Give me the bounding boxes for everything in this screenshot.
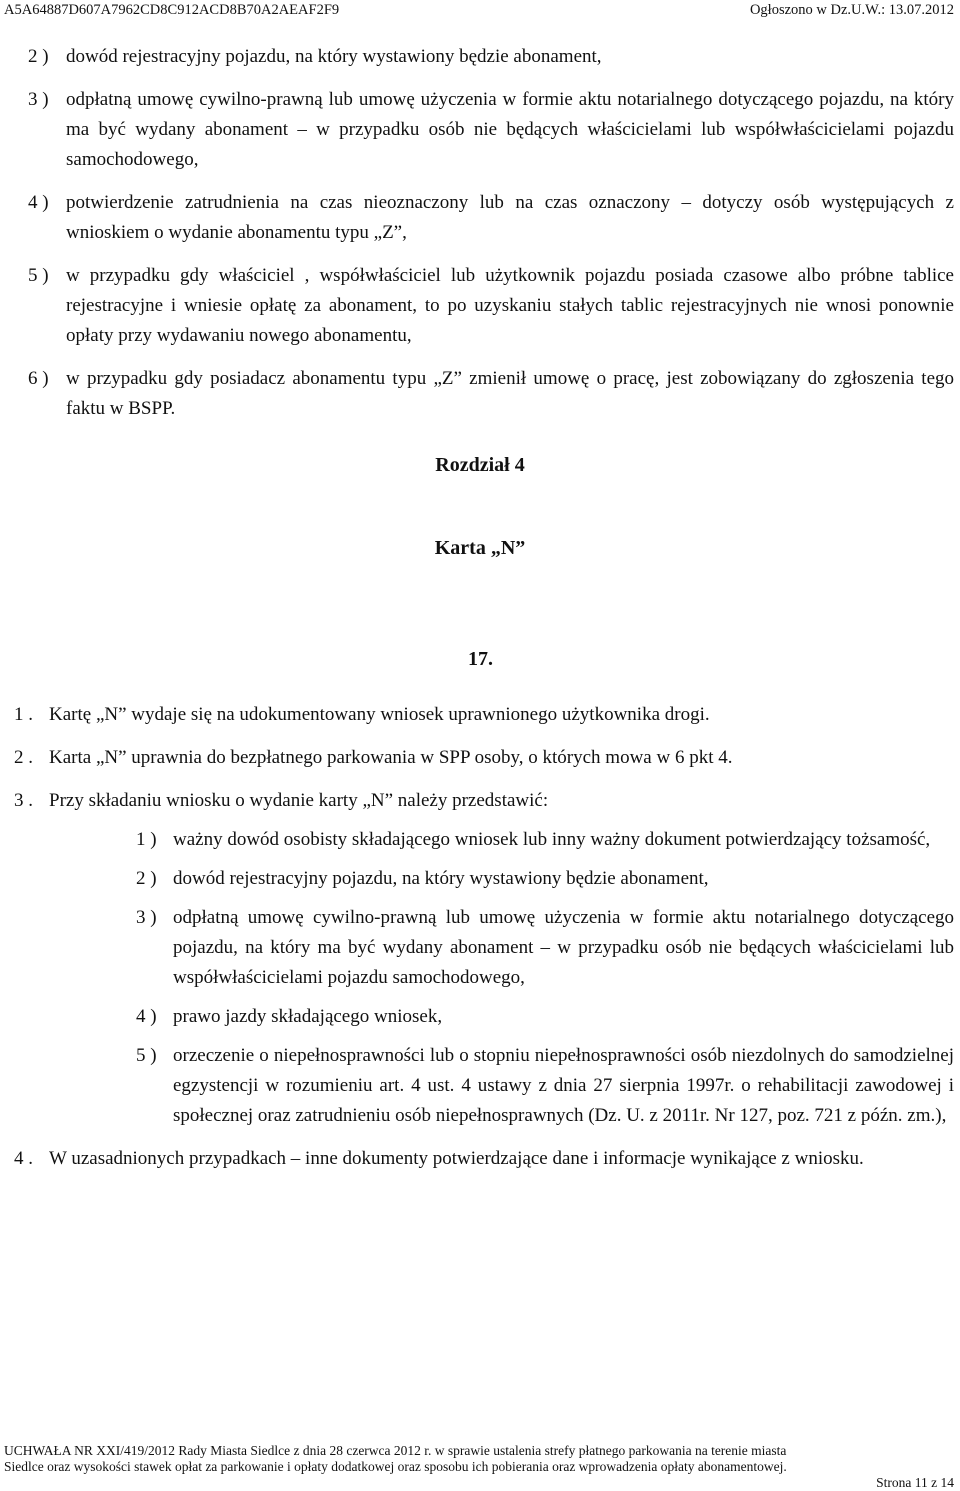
sub-item-number: 2 ) — [136, 868, 157, 889]
item-text: w przypadku gdy właściciel , współwłaściciel lub użytkownik pojazdu posiada czasowe albo próbne tablice rejestracyjne i wniesie opłatę za abonament, to po uzyskaniu stałych tablic rejestracyjnych nie wnosi ponownie opłaty przy wydawaniu nowego abonamentu, — [66, 265, 954, 346]
sub-item-number: 1 ) — [136, 829, 157, 850]
item-text: Przy składaniu wniosku o wydanie karty „N” należy przedstawić: — [49, 790, 549, 811]
footer-line: UCHWAŁA NR XXI/419/2012 Rady Miasta Siedlce z dnia 28 czerwca 2012 r. w sprawie ustalenia strefy płatnego parkowania na terenie miasta — [4, 1443, 787, 1458]
sub-list-item — [136, 1041, 954, 1131]
continued-requirements-list — [28, 42, 954, 437]
footer-line: Siedlce oraz wysokości stawek opłat za parkowanie i opłaty dodatkowej oraz sposobu ich pobierania oraz wprowadzenia opłaty abonamentowej. — [4, 1459, 787, 1474]
item-text: Karta „N” uprawnia do bezpłatnego parkowania w SPP osoby, o których mowa w 6 pkt 4. — [49, 747, 733, 768]
list-item — [28, 188, 954, 248]
page-number: Strona 11 z 14 — [876, 1475, 954, 1490]
list-item — [14, 743, 954, 773]
card-title: Karta „N” — [434, 537, 526, 559]
item-text: w przypadku gdy posiadacz abonamentu typu „Z” zmienił umowę o pracę, jest zobowiązany do zgłoszenia tego faktu w BSPP. — [66, 368, 954, 419]
list-item — [28, 261, 954, 351]
item-number: 6 ) — [28, 368, 49, 389]
sub-item-text: orzeczenie o niepełnosprawności lub o stopniu niepełnosprawności osób niezdolnych do samodzielnej egzystencji w rozumieniu art. 4 ust. 4 ustawy z dnia 27 sierpnia 1997r. o rehabilitacji zawodowej i społecznej oraz zatrudnieniu osób niepełnosprawnych (Dz. U. z 2011r. Nr 127, poz. 721 z późn. zm.), — [173, 1045, 954, 1126]
list-item — [28, 85, 954, 175]
item-text: potwierdzenie zatrudnienia na czas nieoznaczony lub na czas oznaczony – dotyczy osób występujących z wnioskiem o wydanie abonamentu typu „Z”, — [66, 192, 954, 243]
sub-item-text: prawo jazdy składającego wniosek, — [173, 1006, 443, 1027]
sub-item-number: 5 ) — [136, 1045, 157, 1066]
item-number: 5 ) — [28, 265, 49, 286]
sub-item-number: 3 ) — [136, 907, 157, 928]
required-documents-list — [136, 825, 954, 1131]
list-item — [28, 364, 954, 424]
sub-list-item — [136, 825, 954, 855]
sub-item-number: 4 ) — [136, 1006, 157, 1027]
publication-date: Ogłoszono w Dz.U.W.: 13.07.2012 — [749, 2, 954, 18]
item-number: 3 . — [14, 790, 33, 811]
item-text: Kartę „N” wydaje się na udokumentowany wniosek uprawnionego użytkownika drogi. — [49, 704, 710, 725]
item-number: 2 ) — [28, 46, 49, 67]
list-item — [14, 700, 954, 730]
footer-resolution-title — [4, 1443, 956, 1475]
item-number: 1 . — [14, 704, 33, 725]
card-n-rules-list — [14, 700, 954, 1187]
sub-item-text: ważny dowód osobisty składającego wniosek lub inny ważny dokument potwierdzający tożsamość, — [173, 829, 931, 850]
sub-list-item — [136, 864, 954, 894]
item-number: 3 ) — [28, 89, 49, 110]
sub-list-item — [136, 1002, 954, 1032]
chapter-heading: Rozdział 4 — [435, 454, 525, 476]
sub-item-text: dowód rejestracyjny pojazdu, na który wystawiony będzie abonament, — [173, 868, 709, 889]
list-item — [14, 1144, 954, 1174]
item-text: dowód rejestracyjny pojazdu, na który wystawiony będzie abonament, — [66, 46, 602, 67]
item-number: 4 . — [14, 1148, 33, 1169]
list-item — [14, 786, 954, 1131]
item-text: W uzasadnionych przypadkach – inne dokumenty potwierdzające dane i informacje wynikające z wniosku. — [49, 1148, 864, 1169]
item-number: 2 . — [14, 747, 33, 768]
paragraph-number: 17. — [468, 648, 493, 670]
item-number: 4 ) — [28, 192, 49, 213]
document-id: A5A64887D607A7962CD8C912ACD8B70A2AEAF2F9 — [4, 2, 340, 18]
sub-list-item — [136, 903, 954, 993]
item-text: odpłatną umowę cywilno-prawną lub umowę użyczenia w formie aktu notarialnego dotyczącego pojazdu, na który ma być wydany abonament – w przypadku osób nie będących właścicielami lub współwłaścicielami pojazdu samochodowego, — [66, 89, 954, 170]
list-item — [28, 42, 954, 72]
sub-item-text: odpłatną umowę cywilno-prawną lub umowę użyczenia w formie aktu notarialnego dotyczącego pojazdu, na który ma być wydany abonament – w przypadku osób nie będących właścicielami lub współwłaścicielami pojazdu samochodowego, — [173, 907, 954, 988]
